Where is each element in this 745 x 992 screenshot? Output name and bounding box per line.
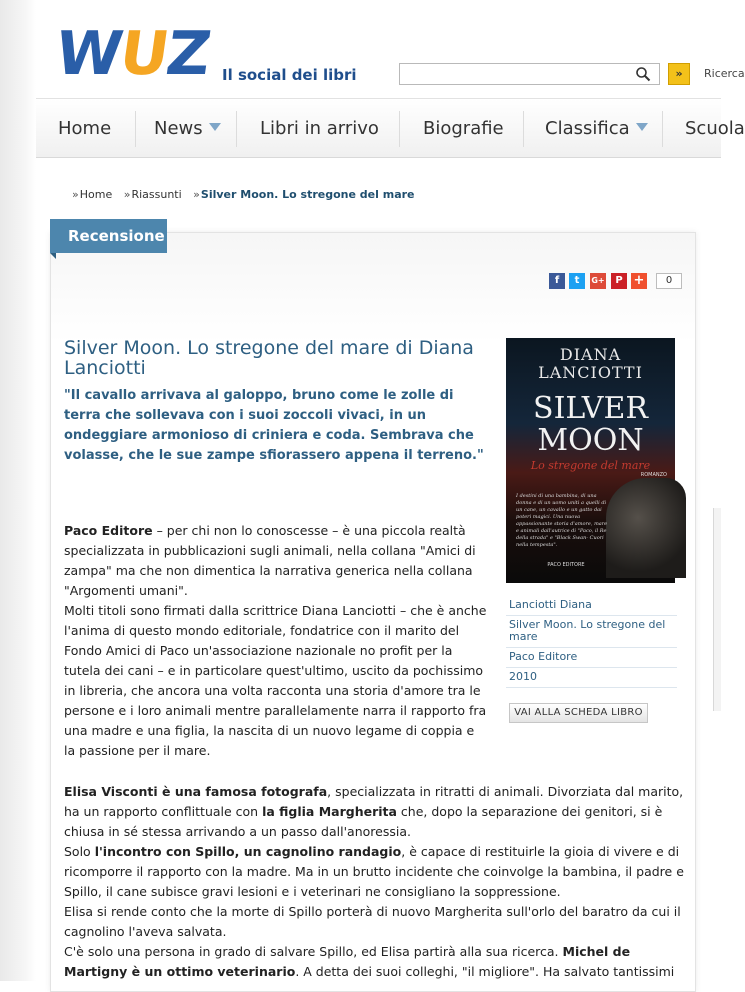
breadcrumb-current[interactable]: Silver Moon. Lo stregone del mare bbox=[200, 188, 415, 201]
nav-separator bbox=[236, 111, 237, 147]
side-panel-edge bbox=[713, 508, 721, 711]
breadcrumb-home[interactable]: Home bbox=[79, 188, 113, 201]
search-input[interactable] bbox=[400, 65, 630, 85]
nav-separator bbox=[135, 111, 136, 147]
article-title: Silver Moon. Lo stregone del mare di Diana Lanciotti bbox=[64, 337, 474, 379]
paragraph-text: . A detta dei suoi colleghi, "il migliore". Ha salvato tantissimi bbox=[295, 964, 675, 979]
nav-separator bbox=[662, 111, 663, 147]
main-nav bbox=[36, 98, 745, 158]
nav-separator bbox=[399, 111, 400, 147]
logo-wordmark: WUZ bbox=[51, 19, 214, 89]
twitter-share-icon[interactable]: t bbox=[569, 273, 585, 289]
paragraph-text: C'è solo una persona in grado di salvare Spillo, ed Elisa partirà alla sua ricerca. bbox=[64, 944, 563, 959]
book-info-title[interactable]: Silver Moon. Lo stregone del mare bbox=[506, 616, 677, 648]
article-paragraph bbox=[64, 902, 690, 942]
wuz-logo[interactable] bbox=[51, 16, 376, 92]
breadcrumb-arrow-icon: » bbox=[72, 188, 79, 201]
nav-item-classifica[interactable] bbox=[545, 99, 648, 159]
googleplus-share-icon[interactable]: G+ bbox=[590, 273, 606, 289]
paragraph-text: – per chi non lo conoscesse – è una piccola realtà specializzata in pubblicazioni sugli animali, nella collana "Amici di zampa" ma che non dimentica la narrativa generica nella collana "Argomenti umani". bbox=[64, 523, 476, 598]
article-paragraph bbox=[64, 782, 690, 842]
cover-publisher: PACO EDITORE bbox=[547, 562, 585, 568]
pinterest-share-icon[interactable]: P bbox=[611, 273, 627, 289]
nav-separator bbox=[523, 111, 524, 147]
cover-blurb: I destini di una bambina, di una donna e di un uomo uniti a quelli di un cane, un cavallo e un gatto dai poteri magici. Una nuova appassionante storia d'amore, mare e animali dall'autrice di "Paco, il Re della strada" e "Black Swan- Cuori nella tempesta". bbox=[516, 493, 608, 548]
section-tab-recensione: Recensione bbox=[50, 219, 167, 253]
nav-label: Libri in arrivo bbox=[260, 118, 379, 139]
book-info-publisher[interactable]: Paco Editore bbox=[506, 648, 677, 668]
cover-subtitle: Lo stregone del mare bbox=[530, 459, 651, 472]
cover-author: DIANA LANCIOTTI bbox=[538, 345, 643, 382]
caret-down-icon bbox=[636, 123, 648, 131]
bold-text: Elisa Visconti è una famosa fotografa bbox=[64, 784, 328, 799]
search-icon[interactable] bbox=[635, 66, 651, 82]
paragraph-text: Elisa si rende conto che la morte di Spillo porterà di nuovo Margherita sull'orlo del baratro da cui il cagnolino l'aveva salvata. bbox=[64, 904, 681, 939]
nav-item-home[interactable] bbox=[58, 99, 111, 159]
cover-genre: ROMANZO bbox=[640, 472, 667, 478]
search-box bbox=[399, 63, 660, 85]
nav-item-biografie[interactable] bbox=[423, 99, 504, 159]
logo-tagline: Il social dei libri bbox=[222, 66, 357, 84]
breadcrumb-section[interactable]: Riassunti bbox=[131, 188, 182, 201]
nav-label: News bbox=[154, 118, 203, 139]
book-cover[interactable] bbox=[506, 338, 675, 583]
bold-text: l'incontro con Spillo, un cagnolino randagio bbox=[94, 844, 402, 859]
paragraph-text: , è capace di restituirle la gioia di vivere e di ricomporre il rapporto con la madre. Ma in un brutto incidente che coinvolge la bambina, il padre e Spillo, il cane subisce gravi lesioni e i veterinari ne consigliano la soppressione. bbox=[64, 844, 684, 899]
advanced-search-link[interactable]: Ricerca bbox=[704, 67, 745, 80]
nav-label: Classifica bbox=[545, 118, 630, 139]
bold-text: Michel de Martigny è un ottimo veterinario bbox=[64, 944, 631, 979]
article-paragraph bbox=[64, 842, 690, 902]
paragraph-text: , specializzata in ritratti di animali. Divorziata dal marito, ha un rapporto conflittuale con bbox=[64, 784, 684, 819]
book-info bbox=[506, 596, 677, 688]
caret-down-icon bbox=[209, 123, 221, 131]
paragraph-text: che, dopo la separazione dei genitori, si è chiusa in sé stessa arrivando a un passo dall'anoressia. bbox=[64, 804, 663, 839]
article-paragraph bbox=[64, 601, 489, 761]
cover-title-line2: MOON bbox=[537, 423, 644, 458]
article-paragraph bbox=[64, 521, 489, 601]
bold-text: Paco Editore bbox=[64, 523, 153, 538]
nav-item-libri-in-arrivo[interactable] bbox=[260, 99, 379, 159]
search-go-button[interactable]: » bbox=[668, 63, 690, 85]
breadcrumb-arrow-icon: » bbox=[123, 188, 131, 201]
breadcrumb bbox=[72, 188, 423, 201]
article-paragraph bbox=[64, 942, 690, 982]
facebook-share-icon[interactable]: f bbox=[549, 273, 565, 289]
tab-fold bbox=[50, 253, 56, 259]
nav-label: Home bbox=[58, 118, 112, 139]
nav-label: Biografie bbox=[423, 118, 504, 139]
more-share-icon[interactable]: + bbox=[631, 273, 647, 289]
book-sheet-button[interactable]: VAI ALLA SCHEDA LIBRO bbox=[509, 703, 648, 723]
share-count: 0 bbox=[656, 273, 682, 289]
article-quote: "Il cavallo arrivava al galoppo, bruno come le zolle di terra che sollevava con i suoi zoccoli vivaci, in un ondeggiare armonioso di criniera e coda. Sembrava che volasse, che le sue zampe sfiorassero appena il terreno." bbox=[64, 388, 484, 463]
nav-item-news[interactable] bbox=[154, 99, 221, 159]
paragraph-text: Solo bbox=[64, 844, 95, 859]
breadcrumb-arrow-icon: » bbox=[193, 188, 200, 201]
book-info-year: 2010 bbox=[506, 668, 677, 688]
paragraph-text: Molti titoli sono firmati dalla scrittrice Diana Lanciotti – che è anche l'anima di questo mondo editoriale, fondatrice con il marito del Fondo Amici di Paco un'associazione nazionale no profit per la tutela dei cani – e in particolare quest'ultimo, uscito da pochissimo in libreria, che ancora una volta racconta una storia d'amore tra le persone e i loro animali mentre parallelamente narra il rapporto fra una madre e una figlia, la nascita di un nuovo legame di coppia e la passione per il mare. bbox=[64, 603, 487, 758]
nav-label: Scuola bbox=[685, 118, 745, 139]
book-info-author[interactable]: Lanciotti Diana bbox=[506, 596, 677, 616]
bold-text: la figlia Margherita bbox=[262, 804, 397, 819]
nav-item-scuola[interactable] bbox=[685, 99, 745, 159]
page-left-shadow bbox=[0, 0, 36, 981]
cover-title-line1: SILVER bbox=[533, 391, 648, 426]
